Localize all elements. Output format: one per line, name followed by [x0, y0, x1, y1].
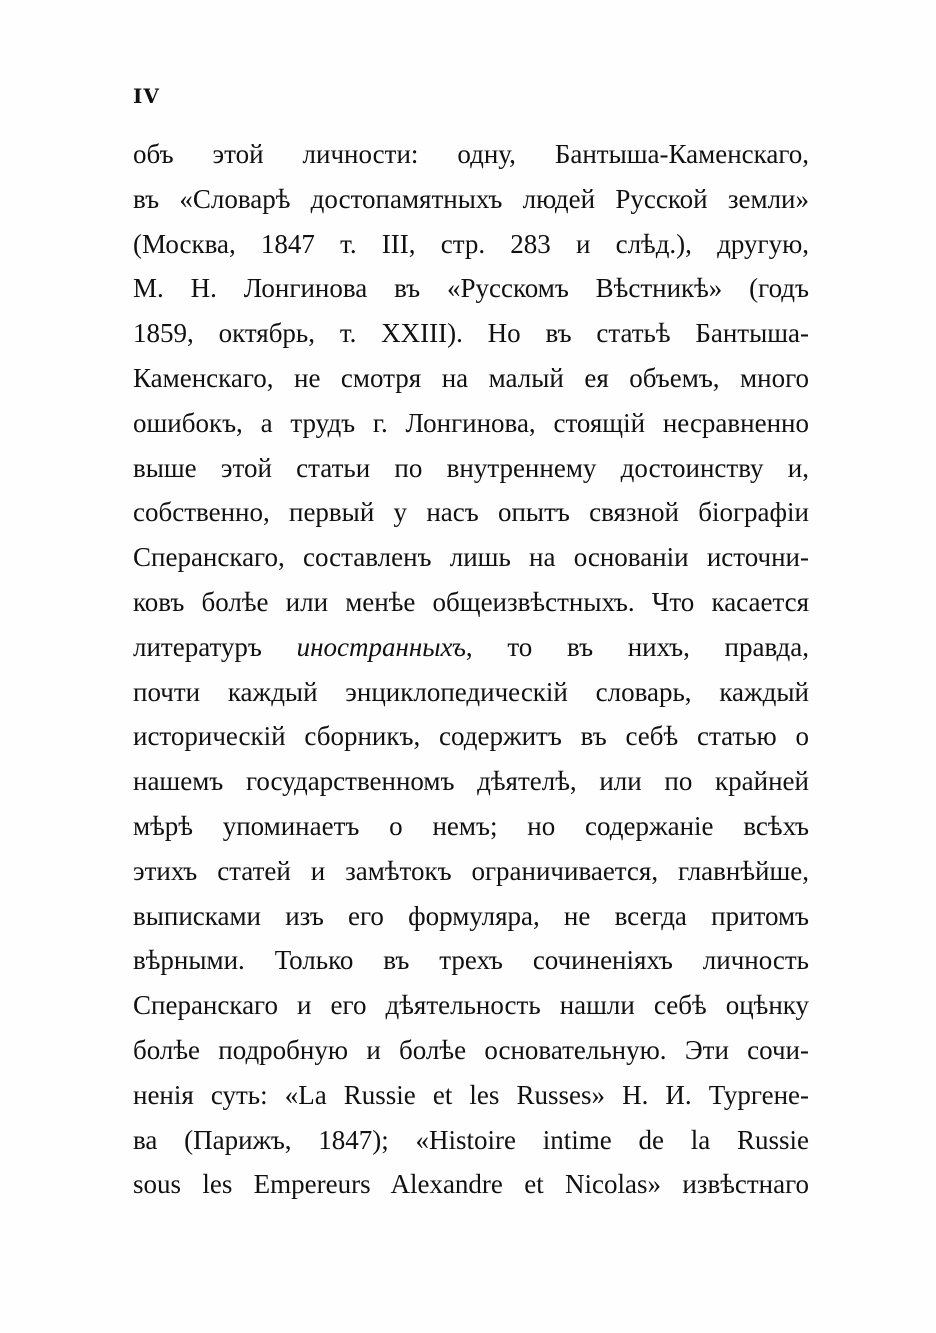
text-line: этихъ статей и замѣтокъ ограничивается, главнѣйше, [133, 855, 809, 886]
text-line-with-emphasis [133, 625, 809, 670]
text-line: 1859, октябрь, т. XXIII). Но въ статьѣ Бантыша- [133, 318, 809, 349]
text-line: ва (Парижъ, 1847); «Histoire intime de la Russie [133, 1124, 809, 1155]
text-line: историческій сборникъ, содержитъ въ себѣ статью о [133, 721, 809, 752]
text-line: выписками изъ его формуляра, не всегда притомъ [133, 900, 809, 931]
body-text [133, 132, 809, 1207]
text-line: въ «Словарѣ достопамятныхъ людей Русской земли» [133, 183, 809, 214]
text-line: объ этой личности: одну, Бантыша-Каменскаго, [133, 139, 809, 169]
text-line: болѣе подробную и болѣе основательную. Эти сочи- [133, 1034, 809, 1065]
text-line: Каменскаго, не смотря на малый ея объемъ, много [133, 362, 809, 393]
text-line: М. Н. Лонгинова въ «Русскомъ Вѣстникѣ» (годъ [133, 273, 809, 304]
text-run: литературъ [133, 631, 297, 662]
text-line: ковъ болѣе или менѣе общеизвѣстныхъ. Что касается [133, 586, 809, 617]
emphasized-word: иностранныхъ [296, 631, 466, 662]
text-line: Сперанскаго и его дѣятельность нашли себѣ оцѣнку [133, 990, 809, 1021]
text-line: мѣрѣ упоминаетъ о немъ; но содержаніе всѣхъ [133, 810, 809, 841]
text-line: ненія суть: «La Russie et les Russes» Н. И. Тургене- [133, 1079, 809, 1110]
text-line: собственно, первый у насъ опытъ связной біографіи [133, 497, 809, 528]
text-line: Сперанскаго, составленъ лишь на основаніи источни- [133, 542, 809, 573]
text-line: выше этой статьи по внутреннему достоинству и, [133, 452, 809, 483]
text-line: (Москва, 1847 т. III, стр. 283 и слѣд.), другую, [133, 228, 809, 259]
page-number: IV [133, 84, 160, 108]
text-line: ошибокъ, а трудъ г. Лонгинова, стоящій несравненно [133, 407, 809, 438]
text-run: , то въ нихъ, правда, [465, 631, 809, 662]
text-line: нашемъ государственномъ дѣятелѣ, или по крайней [133, 766, 809, 797]
text-line: почти каждый энциклопедическій словарь, каждый [133, 676, 809, 707]
text-line: sous les Empereurs Alexandre et Nicolas» извѣстнаго [133, 1169, 809, 1200]
text-line: вѣрными. Только въ трехъ сочиненіяхъ личность [133, 945, 809, 976]
